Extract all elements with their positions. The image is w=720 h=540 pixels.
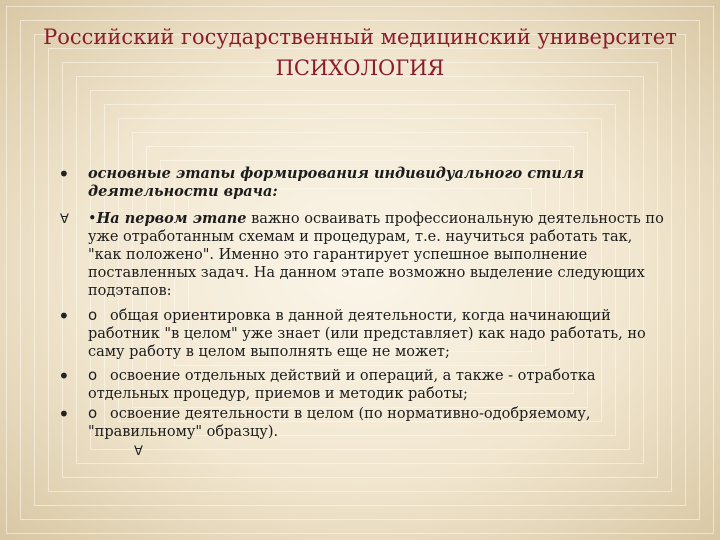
bullet-icon: • bbox=[58, 364, 70, 388]
substage-item bbox=[88, 404, 668, 441]
stage-text: важно осваивать профессиональную деятельность по уже отработанным схемам и процедурам, т.е. научиться работать так, "как положено". Именно это гарантирует успешное выполнение поставленных задач. На данном этапе возможно выделение следующих подэтапов: bbox=[88, 211, 664, 299]
university-title: Российский государственный медицинский университет bbox=[43, 25, 677, 49]
option-marker: o bbox=[88, 404, 98, 422]
bullet-icon: • bbox=[58, 402, 70, 426]
forall-marker: ∀ bbox=[60, 212, 69, 227]
stage-title: На первом этапе bbox=[96, 210, 247, 227]
bullet-icon: • bbox=[58, 304, 70, 328]
substage-text: освоение отдельных действий и операций, а также - отработка отдельных процедур, приемов и методик работы; bbox=[88, 368, 596, 402]
heading-text: основные этапы формирования индивидуального стиля деятельности врача: bbox=[88, 165, 585, 200]
subject-title: ПСИХОЛОГИЯ bbox=[275, 56, 445, 80]
option-marker: o bbox=[88, 306, 98, 324]
bullet-icon: • bbox=[58, 162, 70, 186]
substage-item bbox=[88, 366, 668, 403]
stage-paragraph bbox=[88, 210, 668, 300]
substage-text: освоение деятельности в целом (по нормативно-одобряемому, "правильному" образцу). bbox=[88, 406, 591, 440]
substage-item bbox=[88, 306, 668, 361]
stage-bullet: • bbox=[88, 211, 97, 227]
substage-text: общая ориентировка в данной деятельности, когда начинающий работник "в целом" уже знает (или представляет) как надо работать, но саму работу в целом выполнять еще не может; bbox=[88, 308, 646, 360]
trailing-symbol: ∀ bbox=[134, 444, 143, 459]
option-marker: o bbox=[88, 366, 98, 384]
slide-header bbox=[0, 22, 720, 84]
